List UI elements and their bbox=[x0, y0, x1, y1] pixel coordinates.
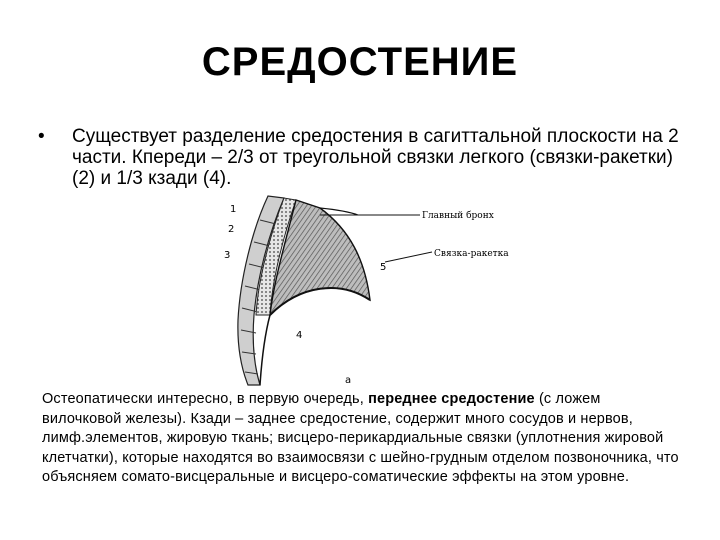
bullet-text: Существует разделение средостения в сагиттальной плоскости на 2 части. Кпереди – 2/3 от треугольной связки легкого (связки-ракетки) (2) и 1/3 кзади (4). bbox=[72, 126, 679, 189]
diagram-number-3: 3 bbox=[224, 250, 231, 261]
bullet-marker: • bbox=[38, 126, 45, 147]
diagram-corner-letter: a bbox=[345, 375, 352, 386]
diagram-number-1: 1 bbox=[230, 204, 237, 215]
mediastinum-diagram bbox=[200, 190, 530, 390]
diagram-number-4: 4 bbox=[296, 330, 303, 341]
label-main-bronchus: Главный бронх bbox=[422, 211, 494, 221]
label-racket-ligament: Связка-ракетка bbox=[434, 249, 509, 259]
bullet-item bbox=[38, 126, 688, 189]
note-text-end: (с ложем вилочковой железы). Кзади – заднее средостение, содержит много сосудов и нервов, лимф.элементов, жировую ткань; висцеро-перикардиальные связки (уплотнения жировой клетчатки), которые находятся во взаимосвязи с шейно-грудным отделом позвоночника, что объясняем сомато-висцеральные и висцеро-соматические эффекты на этом уровне. bbox=[42, 391, 679, 485]
slide-title: СРЕДОСТЕНИЕ bbox=[201, 40, 519, 84]
diagram-number-2: 2 bbox=[228, 224, 235, 235]
osteopathy-note bbox=[42, 390, 682, 488]
note-bold-term: переднее средостение bbox=[368, 391, 535, 407]
diagram-number-5: 5 bbox=[380, 262, 387, 273]
note-text-start: Остеопатически интересно, в первую очередь, bbox=[42, 391, 369, 407]
